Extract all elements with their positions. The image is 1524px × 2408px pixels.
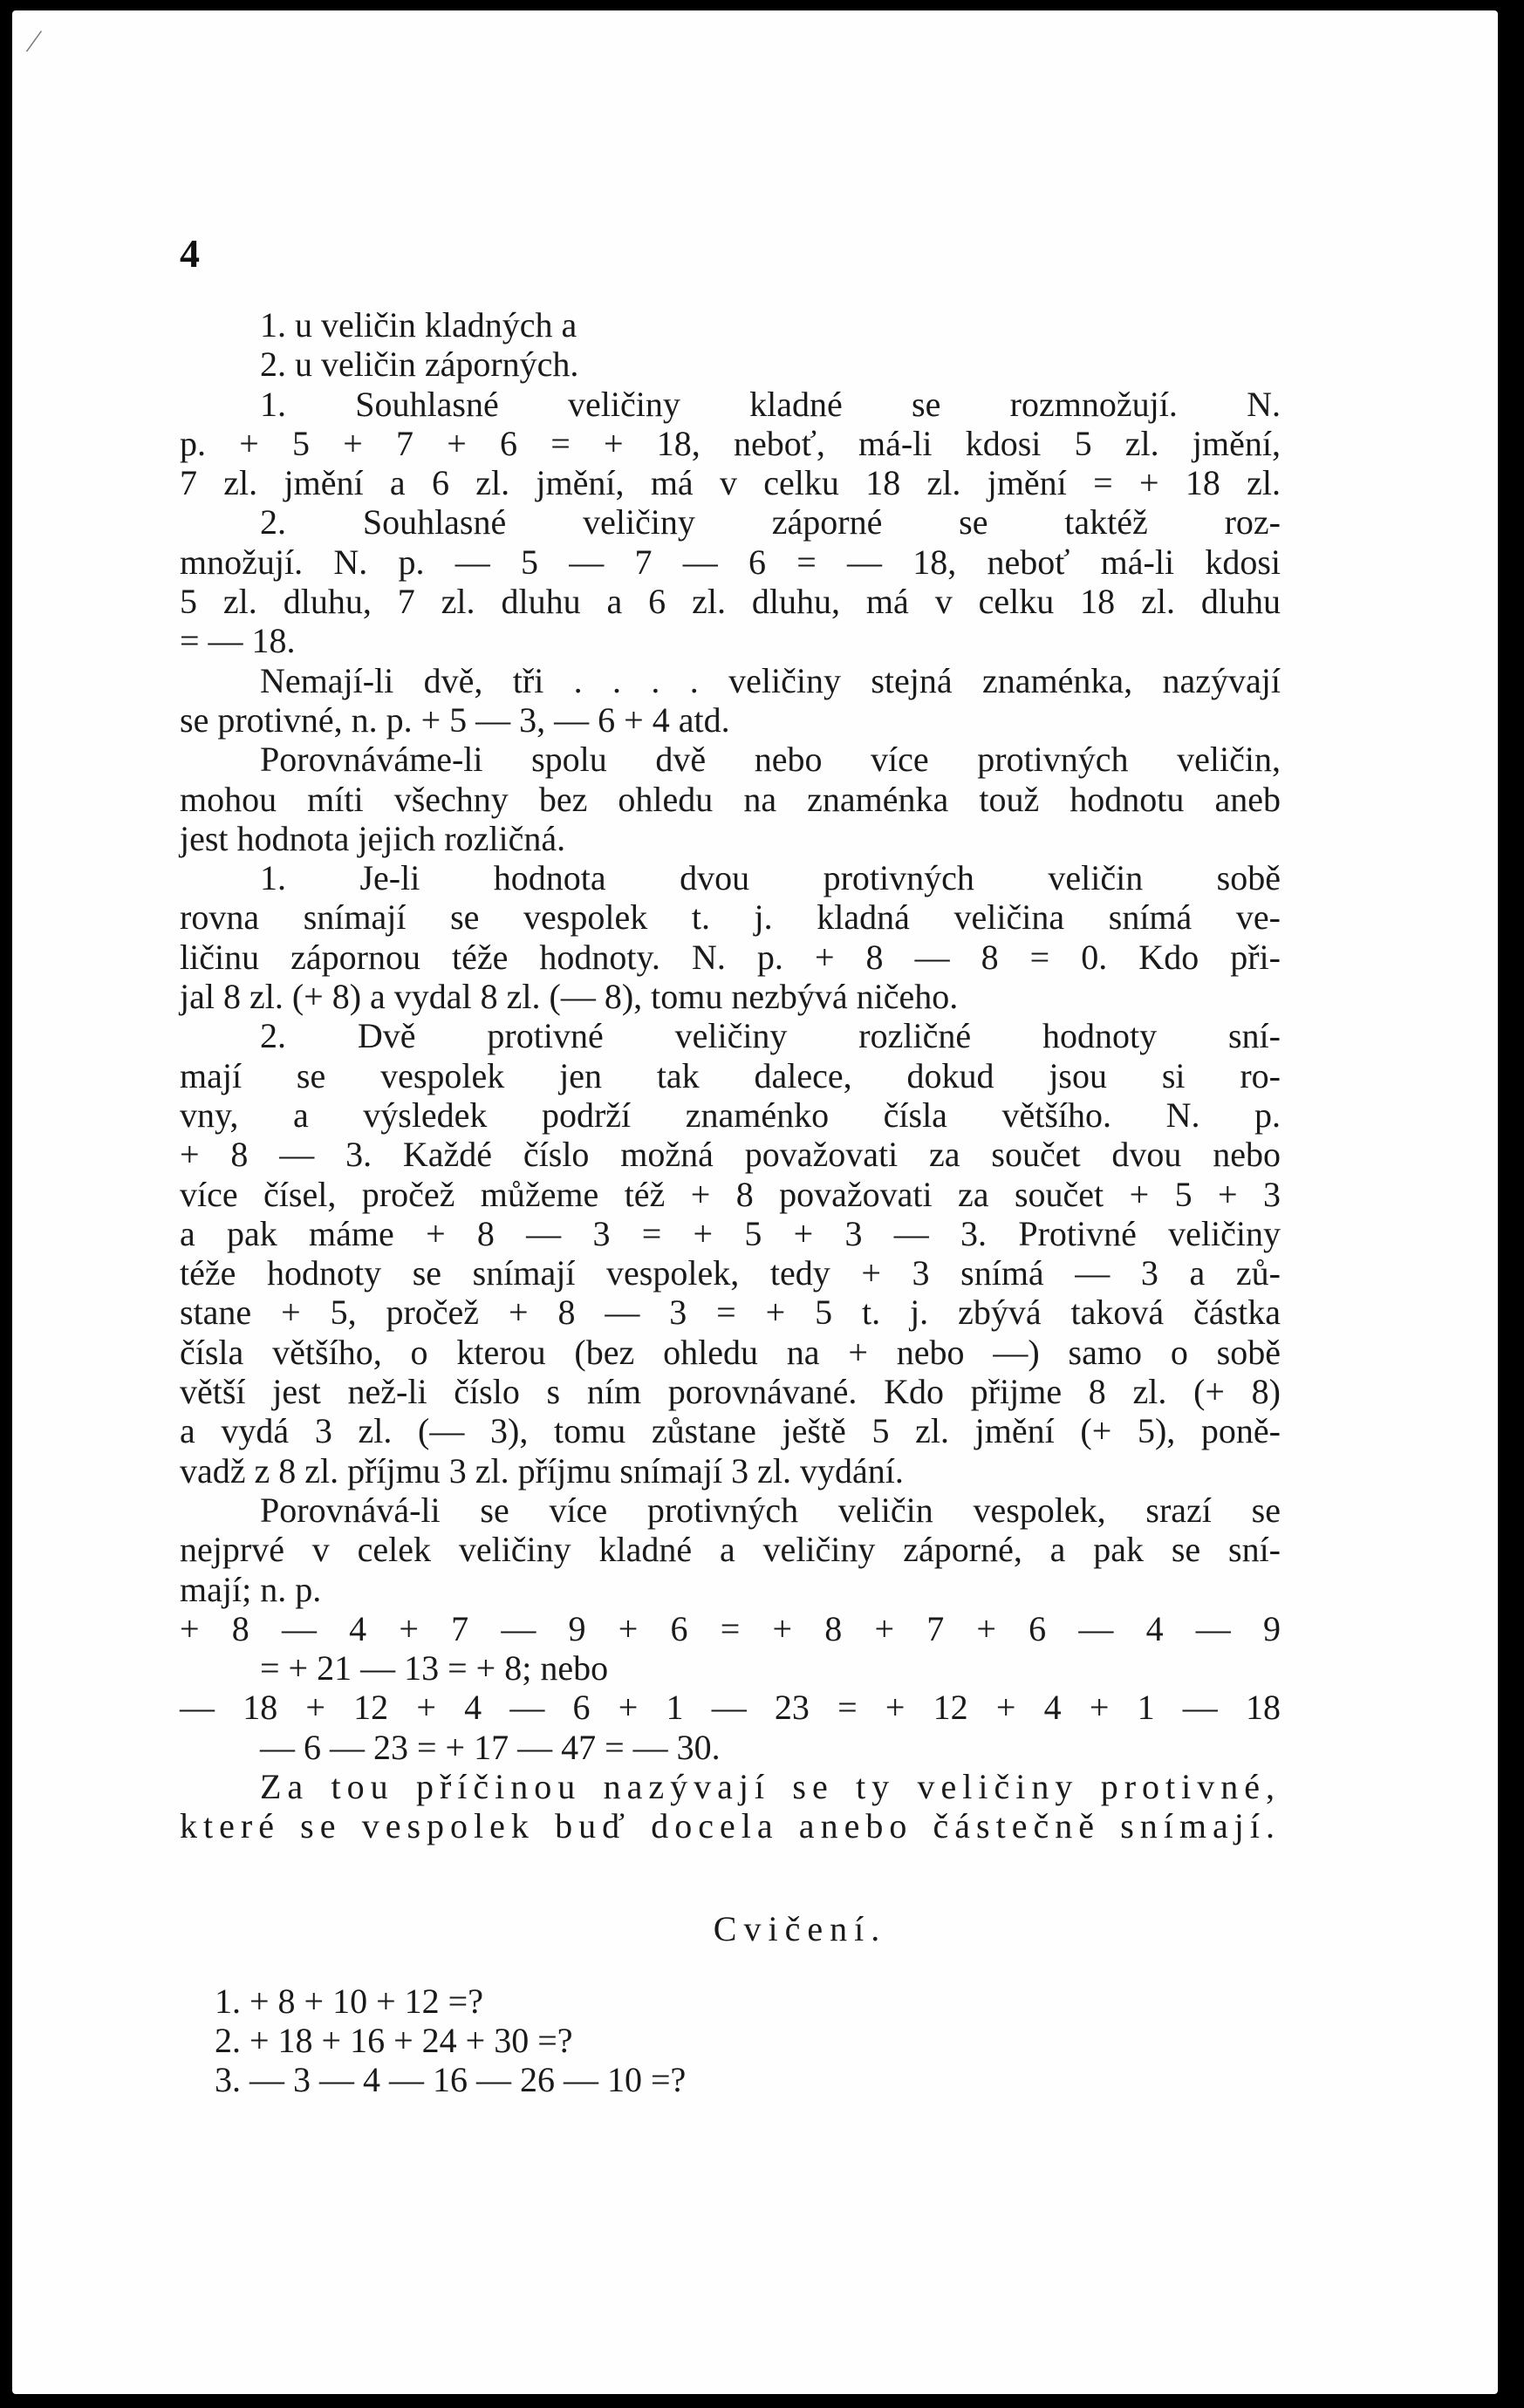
text-line: více čísel, pročež můžeme též + 8 považovati za součet + 5 + 3 xyxy=(180,1174,1281,1214)
text-line: jal 8 zl. (+ 8) a vydal 8 zl. (— 8), tomu nezbývá ničeho. xyxy=(180,977,959,1017)
equation-line: = + 21 — 13 = + 8; nebo xyxy=(260,1648,609,1688)
text-line: Porovnáváme-li spolu dvě nebo více protivných veličin, xyxy=(260,740,1281,780)
text-line: téže hodnoty se snímají vespolek, tedy + 3 snímá — 3 a zů- xyxy=(180,1253,1281,1293)
text-line: mají; n. p. xyxy=(180,1569,322,1609)
text-line: 2. Souhlasné veličiny záporné se taktéž roz- xyxy=(260,502,1281,542)
text-line: které se vespolek buď docela anebo částečně snímají. xyxy=(180,1806,1281,1846)
text-line: Za tou příčinou nazývají se ty veličiny protivné, xyxy=(260,1766,1281,1806)
text-line: čísla většího, o kterou (bez ohledu na + nebo —) samo o sobě xyxy=(180,1332,1281,1372)
exercise-item: 2. + 18 + 16 + 24 + 30 =? xyxy=(215,2021,573,2061)
section-gap xyxy=(180,1948,1281,1982)
text-line: 7 zl. jmění a 6 zl. jmění, má v celku 18 zl. jmění = + 18 zl. xyxy=(180,463,1281,503)
scanned-page xyxy=(12,10,1498,2394)
exercise-item: 1. + 8 + 10 + 12 =? xyxy=(215,1981,483,2021)
text-line: vadž z 8 zl. příjmu 3 zl. příjmu snímají 3 zl. vydání. xyxy=(180,1450,904,1491)
text-line: Porovnává-li se více protivných veličin vespolek, srazí se xyxy=(260,1490,1281,1530)
text-line: větší jest než-li číslo s ním porovnávané. Kdo přijme 8 zl. (+ 8) xyxy=(180,1372,1281,1412)
equation-line: — 6 — 23 = + 17 — 47 = — 30. xyxy=(260,1727,721,1767)
equation-line: + 8 — 4 + 7 — 9 + 6 = + 8 + 7 + 6 — 4 — 9 xyxy=(180,1608,1281,1648)
text-line: 2. Dvě protivné veličiny rozličné hodnoty sní- xyxy=(260,1016,1281,1056)
text-line: = — 18. xyxy=(180,621,296,661)
exercise-item: 3. — 3 — 4 — 16 — 26 — 10 =? xyxy=(215,2060,687,2100)
section-gap xyxy=(180,1846,1281,1909)
text-line: vny, a výsledek podrží znaménko čísla většího. N. p. xyxy=(180,1095,1281,1135)
text-line: a pak máme + 8 — 3 = + 5 + 3 — 3. Protivné veličiny xyxy=(180,1213,1281,1253)
text-line: ličinu zápornou téže hodnoty. N. p. + 8 — 8 = 0. Kdo při- xyxy=(180,937,1281,977)
text-line: rovna snímají se vespolek t. j. kladná veličina snímá ve- xyxy=(180,897,1281,938)
text-line: a vydá 3 zl. (— 3), tomu zůstane ještě 5 zl. jmění (+ 5), poně- xyxy=(180,1411,1281,1451)
exercises-heading: Cvičení. xyxy=(713,1908,887,1948)
text-line: p. + 5 + 7 + 6 = + 18, neboť, má-li kdosi 5 zl. jmění, xyxy=(180,423,1281,463)
text-line: 1. Je-li hodnota dvou protivných veličin sobě xyxy=(260,858,1281,898)
scan-corner-mark: ⁄ xyxy=(31,24,38,58)
text-line: množují. N. p. — 5 — 7 — 6 = — 18, neboť má-li kdosi xyxy=(180,542,1281,582)
text-line: se protivné, n. p. + 5 — 3, — 6 + 4 atd. xyxy=(180,699,730,740)
text-line: 5 zl. dluhu, 7 zl. dluhu a 6 zl. dluhu, má v celku 18 zl. dluhu xyxy=(180,582,1281,622)
body-text xyxy=(180,305,1281,2100)
page-number: 4 xyxy=(180,231,200,276)
text-line: + 8 — 3. Každé číslo možná považovati za součet dvou nebo xyxy=(180,1135,1281,1175)
text-line: Nemají-li dvě, tři . . . . veličiny stejná znaménka, nazývají xyxy=(260,660,1281,700)
text-line: jest hodnota jejich rozličná. xyxy=(180,818,566,858)
text-line: 1. u veličin kladných a xyxy=(260,305,577,344)
text-line: mají se vespolek jen tak dalece, dokud jsou si ro- xyxy=(180,1055,1281,1095)
text-line: stane + 5, pročež + 8 — 3 = + 5 t. j. zbývá taková částka xyxy=(180,1293,1281,1333)
equation-line: — 18 + 12 + 4 — 6 + 1 — 23 = + 12 + 4 + 1 — 18 xyxy=(180,1688,1281,1728)
text-line: 2. u veličin záporných. xyxy=(260,344,579,385)
text-line: mohou míti všechny bez ohledu na znaménka touž hodnotu aneb xyxy=(180,779,1281,819)
text-line: nejprvé v celek veličiny kladné a veličiny záporné, a pak se sní- xyxy=(180,1530,1281,1570)
text-line: 1. Souhlasné veličiny kladné se rozmnožují. N. xyxy=(260,384,1281,424)
